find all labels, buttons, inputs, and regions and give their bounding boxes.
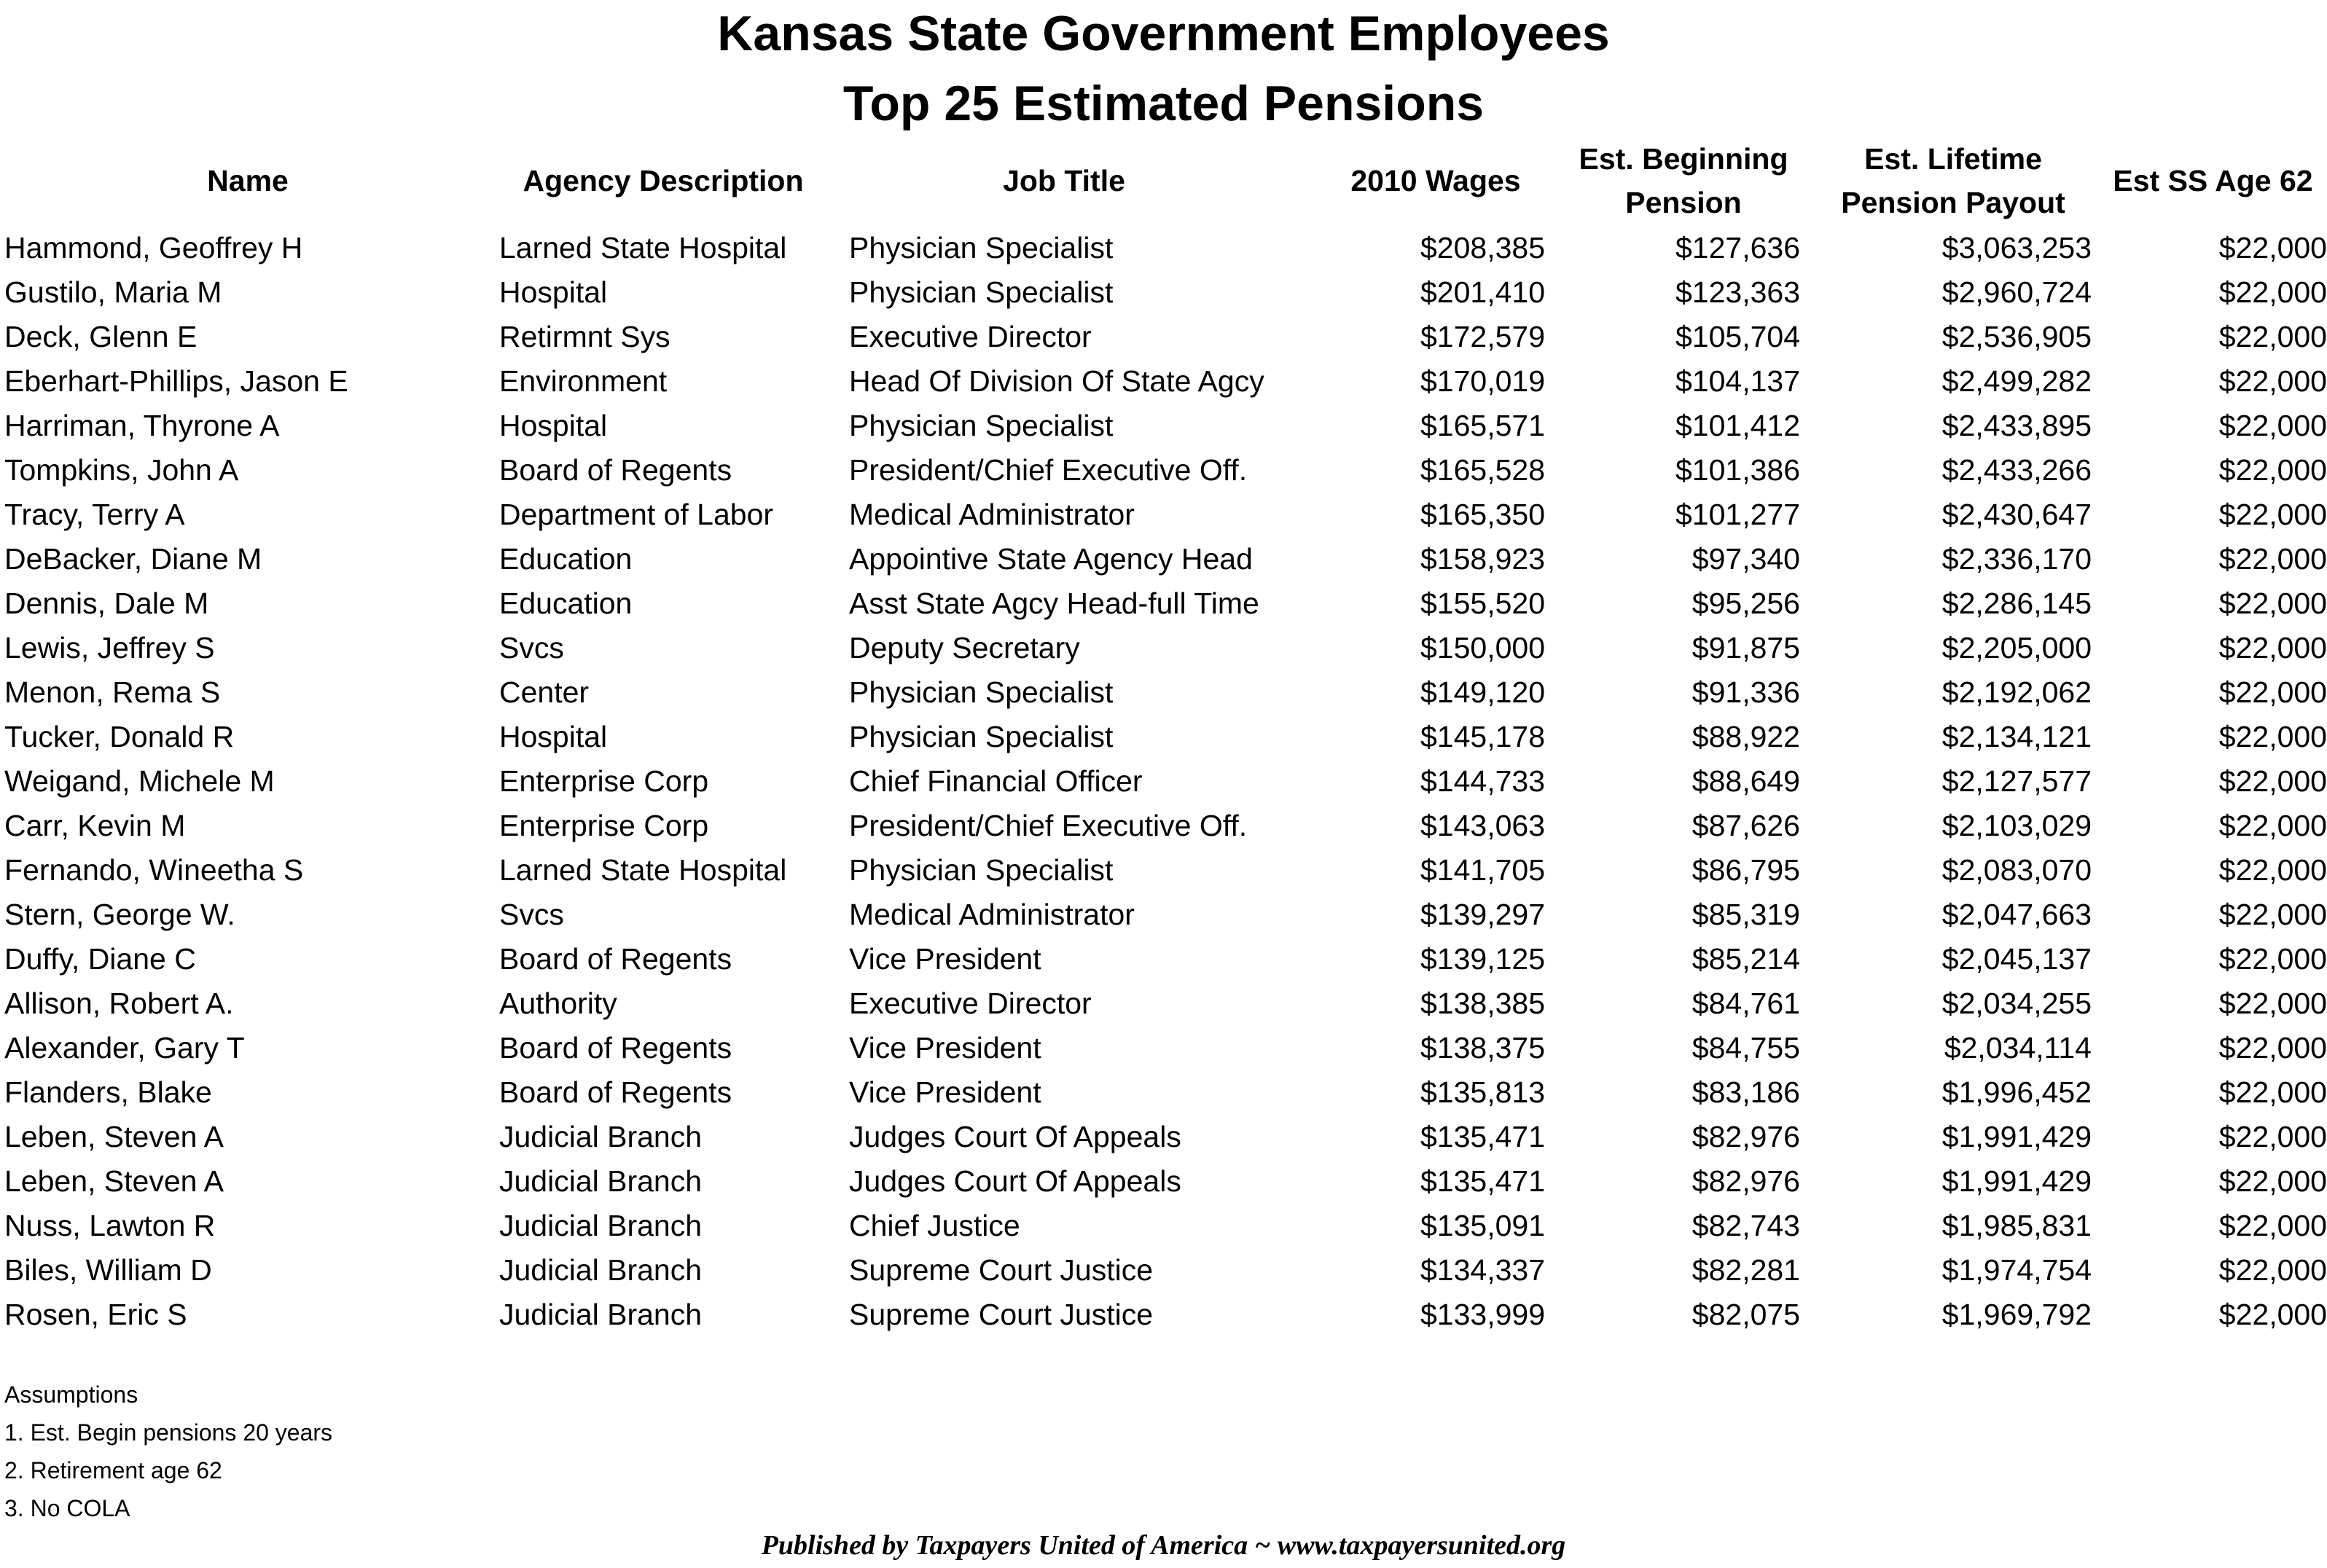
agency-description-cell: Hospital <box>499 409 608 442</box>
job-title-cell: Vice President <box>849 1031 1041 1065</box>
est-beginning-pension-cell: $82,743 <box>1692 1209 1800 1242</box>
wages-2010-cell: $149,120 <box>1420 675 1545 709</box>
column-header-wages <box>1305 159 1567 203</box>
column-header-lifetime-payout <box>1822 137 2084 224</box>
agency-description-cell: Board of Regents <box>499 1075 732 1109</box>
est-ss-age-62-cell: $22,000 <box>2218 498 2327 531</box>
est-ss-age-62-cell: $22,000 <box>2218 942 2327 976</box>
wages-2010-cell: $135,813 <box>1420 1075 1545 1109</box>
est-beginning-pension-cell: $101,412 <box>1675 409 1800 442</box>
est-ss-age-62-cell: $22,000 <box>2218 764 2327 798</box>
table-row <box>0 715 2327 759</box>
page-subtitle: Top 25 Estimated Pensions <box>842 76 1485 131</box>
agency-description-cell: Hospital <box>499 720 608 753</box>
wages-2010-cell: $143,063 <box>1420 809 1545 842</box>
agency-description-cell: Retirmnt Sys <box>499 320 670 353</box>
est-lifetime-payout-cell: $2,336,170 <box>1941 542 2092 576</box>
table-row <box>0 270 2327 315</box>
agency-description-cell: Board of Regents <box>499 453 732 487</box>
wages-2010-cell: $170,019 <box>1420 364 1545 398</box>
employee-name-cell: Leben, Steven A <box>4 1164 224 1198</box>
agency-description-cell: Board of Regents <box>499 1031 732 1065</box>
assumption-item: 2. Retirement age 62 <box>4 1457 222 1483</box>
employee-name-cell: Carr, Kevin M <box>4 809 186 842</box>
assumption-item: 1. Est. Begin pensions 20 years <box>4 1419 333 1446</box>
job-title-cell: Judges Court Of Appeals <box>849 1120 1181 1153</box>
table-row <box>0 670 2327 715</box>
employee-name-cell: Eberhart-Phillips, Jason E <box>4 364 348 398</box>
wages-2010-cell: $134,337 <box>1420 1253 1545 1287</box>
agency-description-cell: Authority <box>499 987 617 1020</box>
wages-2010-cell: $133,999 <box>1420 1298 1545 1331</box>
employee-name-cell: Stern, George W. <box>4 898 235 931</box>
employee-name-cell: Deck, Glenn E <box>4 320 197 353</box>
table-row <box>0 1159 2327 1204</box>
est-beginning-pension-cell: $88,649 <box>1692 764 1800 798</box>
column-header-lifetime-payout-line2: Pension Payout <box>1841 186 2065 219</box>
est-beginning-pension-cell: $104,137 <box>1675 364 1800 398</box>
table-row <box>0 848 2327 893</box>
job-title-cell: Chief Justice <box>849 1209 1020 1242</box>
wages-2010-cell: $138,385 <box>1420 987 1545 1020</box>
est-ss-age-62-cell: $22,000 <box>2218 275 2327 309</box>
est-beginning-pension-cell: $123,363 <box>1675 275 1800 309</box>
est-lifetime-payout-cell: $2,960,724 <box>1941 275 2092 309</box>
est-beginning-pension-cell: $82,976 <box>1692 1120 1800 1153</box>
est-lifetime-payout-cell: $2,430,647 <box>1941 498 2092 531</box>
agency-description-cell: Judicial Branch <box>499 1120 703 1153</box>
est-ss-age-62-cell: $22,000 <box>2218 542 2327 576</box>
est-beginning-pension-cell: $84,761 <box>1692 987 1800 1020</box>
table-row <box>0 893 2327 937</box>
est-lifetime-payout-cell: $2,047,663 <box>1941 898 2092 931</box>
table-row <box>0 804 2327 848</box>
est-lifetime-payout-cell: $2,286,145 <box>1941 587 2092 620</box>
employee-name-cell: Harriman, Thyrone A <box>4 409 280 442</box>
pension-table-body <box>0 226 2327 1337</box>
job-title-cell: Physician Specialist <box>849 675 1114 709</box>
est-beginning-pension-cell: $85,319 <box>1692 898 1800 931</box>
est-lifetime-payout-cell: $2,536,905 <box>1941 320 2092 353</box>
job-title-cell: Vice President <box>849 942 1041 976</box>
job-title-cell: Physician Specialist <box>849 231 1114 264</box>
table-row <box>0 226 2327 270</box>
est-lifetime-payout-cell: $2,134,121 <box>1941 720 2092 753</box>
est-ss-age-62-cell: $22,000 <box>2218 320 2327 353</box>
employee-name-cell: Flanders, Blake <box>4 1075 212 1109</box>
column-header-agency <box>510 159 816 203</box>
wages-2010-cell: $165,350 <box>1420 498 1545 531</box>
wages-2010-cell: $145,178 <box>1420 720 1545 753</box>
employee-name-cell: Allison, Robert A. <box>4 987 234 1020</box>
column-header-ss-age-62 <box>2099 159 2327 203</box>
publisher-footer: Published by Taxpayers United of America ~ www.taxpayersunited.org <box>761 1530 1566 1561</box>
est-lifetime-payout-cell: $2,034,114 <box>1944 1031 2092 1065</box>
employee-name-cell: Dennis, Dale M <box>4 587 209 620</box>
job-title-cell: Executive Director <box>849 320 1092 353</box>
wages-2010-cell: $139,297 <box>1420 898 1545 931</box>
job-title-cell: Physician Specialist <box>849 409 1114 442</box>
agency-description-cell: Larned State Hospital <box>499 853 787 887</box>
table-row <box>0 493 2327 537</box>
job-title-cell: Supreme Court Justice <box>849 1298 1154 1331</box>
table-row <box>0 1115 2327 1159</box>
column-header-begin-pension-line2: Pension <box>1625 186 1742 219</box>
employee-name-cell: Weigand, Michele M <box>4 764 275 798</box>
est-beginning-pension-cell: $83,186 <box>1692 1075 1800 1109</box>
est-lifetime-payout-cell: $2,192,062 <box>1941 675 2092 709</box>
employee-name-cell: Gustilo, Maria M <box>4 275 222 309</box>
est-ss-age-62-cell: $22,000 <box>2218 453 2327 487</box>
wages-2010-cell: $158,923 <box>1420 542 1545 576</box>
column-header-agency-label: Agency Description <box>523 164 804 197</box>
agency-description-cell: Svcs <box>499 631 564 665</box>
est-ss-age-62-cell: $22,000 <box>2218 898 2327 931</box>
employee-name-cell: Rosen, Eric S <box>4 1298 187 1331</box>
employee-name-cell: Alexander, Gary T <box>4 1031 245 1065</box>
est-ss-age-62-cell: $22,000 <box>2218 1209 2327 1242</box>
est-beginning-pension-cell: $101,277 <box>1675 498 1800 531</box>
est-lifetime-payout-cell: $1,991,429 <box>1941 1164 2092 1198</box>
est-beginning-pension-cell: $97,340 <box>1692 542 1800 576</box>
est-beginning-pension-cell: $82,281 <box>1692 1253 1800 1287</box>
est-ss-age-62-cell: $22,000 <box>2218 364 2327 398</box>
wages-2010-cell: $139,125 <box>1420 942 1545 976</box>
est-lifetime-payout-cell: $2,103,029 <box>1941 809 2092 842</box>
column-header-name-label: Name <box>207 164 289 197</box>
assumptions-heading: Assumptions <box>4 1381 138 1408</box>
employee-name-cell: Biles, William D <box>4 1253 212 1287</box>
agency-description-cell: Svcs <box>499 898 564 931</box>
est-beginning-pension-cell: $91,875 <box>1692 631 1800 665</box>
est-lifetime-payout-cell: $2,499,282 <box>1941 364 2092 398</box>
wages-2010-cell: $155,520 <box>1420 587 1545 620</box>
table-row <box>0 759 2327 804</box>
est-ss-age-62-cell: $22,000 <box>2218 631 2327 665</box>
job-title-cell: Physician Specialist <box>849 720 1114 753</box>
agency-description-cell: Judicial Branch <box>499 1164 703 1198</box>
agency-description-cell: Education <box>499 542 633 576</box>
table-row <box>0 359 2327 404</box>
est-beginning-pension-cell: $101,386 <box>1675 453 1800 487</box>
column-header-wages-label: 2010 Wages <box>1350 164 1521 197</box>
job-title-cell: Judges Court Of Appeals <box>849 1164 1181 1198</box>
est-ss-age-62-cell: $22,000 <box>2218 409 2327 442</box>
job-title-cell: Vice President <box>849 1075 1041 1109</box>
employee-name-cell: Nuss, Lawton R <box>4 1209 216 1242</box>
job-title-cell: Executive Director <box>849 987 1092 1020</box>
agency-description-cell: Hospital <box>499 275 608 309</box>
job-title-cell: Physician Specialist <box>849 853 1114 887</box>
job-title-cell: Physician Specialist <box>849 275 1114 309</box>
est-beginning-pension-cell: $127,636 <box>1675 231 1800 264</box>
column-header-ss-age-62-label: Est SS Age 62 <box>2113 164 2313 197</box>
est-ss-age-62-cell: $22,000 <box>2218 1253 2327 1287</box>
est-ss-age-62-cell: $22,000 <box>2218 987 2327 1020</box>
employee-name-cell: DeBacker, Diane M <box>4 542 262 576</box>
table-row <box>0 1293 2327 1337</box>
column-header-begin-pension-line1: Est. Beginning <box>1579 142 1788 176</box>
wages-2010-cell: $144,733 <box>1420 764 1545 798</box>
est-ss-age-62-cell: $22,000 <box>2218 1164 2327 1198</box>
job-title-cell: Medical Administrator <box>849 898 1135 931</box>
employee-name-cell: Tracy, Terry A <box>4 498 185 531</box>
agency-description-cell: Board of Regents <box>499 942 732 976</box>
table-row <box>0 315 2327 359</box>
job-title-cell: Appointive State Agency Head <box>849 542 1253 576</box>
est-lifetime-payout-cell: $2,127,577 <box>1941 764 2092 798</box>
column-header-begin-pension <box>1567 137 1800 224</box>
est-lifetime-payout-cell: $1,969,792 <box>1941 1298 2092 1331</box>
job-title-cell: Deputy Secretary <box>849 631 1080 665</box>
job-title-cell: President/Chief Executive Off. <box>849 809 1248 842</box>
employee-name-cell: Lewis, Jeffrey S <box>4 631 215 665</box>
agency-description-cell: Judicial Branch <box>499 1209 703 1242</box>
page-title: Kansas State Government Employees <box>717 6 1610 61</box>
wages-2010-cell: $135,471 <box>1420 1164 1545 1198</box>
est-ss-age-62-cell: $22,000 <box>2218 809 2327 842</box>
est-lifetime-payout-cell: $3,063,253 <box>1941 231 2092 264</box>
est-beginning-pension-cell: $95,256 <box>1692 587 1800 620</box>
employee-name-cell: Menon, Rema S <box>4 675 221 709</box>
agency-description-cell: Judicial Branch <box>499 1298 703 1331</box>
est-ss-age-62-cell: $22,000 <box>2218 720 2327 753</box>
est-lifetime-payout-cell: $1,985,831 <box>1941 1209 2092 1242</box>
table-row <box>0 981 2327 1026</box>
est-beginning-pension-cell: $87,626 <box>1692 809 1800 842</box>
est-lifetime-payout-cell: $2,205,000 <box>1941 631 2092 665</box>
est-beginning-pension-cell: $86,795 <box>1692 853 1800 887</box>
est-lifetime-payout-cell: $2,045,137 <box>1941 942 2092 976</box>
wages-2010-cell: $201,410 <box>1420 275 1545 309</box>
column-header-name <box>102 159 394 203</box>
table-row <box>0 1204 2327 1248</box>
job-title-cell: President/Chief Executive Off. <box>849 453 1248 487</box>
est-ss-age-62-cell: $22,000 <box>2218 853 2327 887</box>
assumption-item: 3. No COLA <box>4 1495 130 1521</box>
job-title-cell: Supreme Court Justice <box>849 1253 1154 1287</box>
column-header-lifetime-payout-line1: Est. Lifetime <box>1864 142 2042 176</box>
est-lifetime-payout-cell: $1,996,452 <box>1941 1075 2092 1109</box>
employee-name-cell: Tompkins, John A <box>4 453 239 487</box>
agency-description-cell: Environment <box>499 364 668 398</box>
wages-2010-cell: $208,385 <box>1420 231 1545 264</box>
est-ss-age-62-cell: $22,000 <box>2218 1031 2327 1065</box>
employee-name-cell: Tucker, Donald R <box>4 720 235 753</box>
wages-2010-cell: $165,571 <box>1420 409 1545 442</box>
table-row <box>0 581 2327 626</box>
column-header-job-title <box>918 159 1210 203</box>
est-ss-age-62-cell: $22,000 <box>2218 231 2327 264</box>
est-beginning-pension-cell: $84,755 <box>1692 1031 1800 1065</box>
column-header-job-title-label: Job Title <box>1003 164 1125 197</box>
est-ss-age-62-cell: $22,000 <box>2218 1120 2327 1153</box>
est-beginning-pension-cell: $82,976 <box>1692 1164 1800 1198</box>
job-title-cell: Chief Financial Officer <box>849 764 1143 798</box>
agency-description-cell: Center <box>499 675 590 709</box>
wages-2010-cell: $172,579 <box>1420 320 1545 353</box>
est-beginning-pension-cell: $85,214 <box>1692 942 1800 976</box>
wages-2010-cell: $165,528 <box>1420 453 1545 487</box>
job-title-cell: Head Of Division Of State Agcy <box>849 364 1264 398</box>
est-lifetime-payout-cell: $2,433,266 <box>1941 453 2092 487</box>
job-title-cell: Asst State Agcy Head-full Time <box>849 587 1259 620</box>
est-ss-age-62-cell: $22,000 <box>2218 1075 2327 1109</box>
employee-name-cell: Duffy, Diane C <box>4 942 196 976</box>
agency-description-cell: Larned State Hospital <box>499 231 787 264</box>
table-row <box>0 1026 2327 1070</box>
est-beginning-pension-cell: $105,704 <box>1675 320 1800 353</box>
est-ss-age-62-cell: $22,000 <box>2218 587 2327 620</box>
est-lifetime-payout-cell: $2,083,070 <box>1941 853 2092 887</box>
agency-description-cell: Enterprise Corp <box>499 764 709 798</box>
est-beginning-pension-cell: $91,336 <box>1692 675 1800 709</box>
pension-table <box>0 226 2327 1337</box>
job-title-cell: Medical Administrator <box>849 498 1135 531</box>
wages-2010-cell: $138,375 <box>1420 1031 1545 1065</box>
table-row <box>0 626 2327 670</box>
agency-description-cell: Education <box>499 587 633 620</box>
agency-description-cell: Enterprise Corp <box>499 809 709 842</box>
est-ss-age-62-cell: $22,000 <box>2218 1298 2327 1331</box>
wages-2010-cell: $135,091 <box>1420 1209 1545 1242</box>
table-row <box>0 1070 2327 1115</box>
est-ss-age-62-cell: $22,000 <box>2218 675 2327 709</box>
table-row <box>0 937 2327 981</box>
table-row <box>0 537 2327 581</box>
employee-name-cell: Leben, Steven A <box>4 1120 224 1153</box>
wages-2010-cell: $150,000 <box>1420 631 1545 665</box>
wages-2010-cell: $135,471 <box>1420 1120 1545 1153</box>
table-row <box>0 448 2327 493</box>
agency-description-cell: Judicial Branch <box>499 1253 703 1287</box>
est-lifetime-payout-cell: $2,433,895 <box>1941 409 2092 442</box>
est-beginning-pension-cell: $88,922 <box>1692 720 1800 753</box>
est-lifetime-payout-cell: $1,974,754 <box>1941 1253 2092 1287</box>
employee-name-cell: Fernando, Wineetha S <box>4 853 304 887</box>
table-row <box>0 1248 2327 1293</box>
agency-description-cell: Department of Labor <box>499 498 774 531</box>
est-beginning-pension-cell: $82,075 <box>1692 1298 1800 1331</box>
employee-name-cell: Hammond, Geoffrey H <box>4 231 303 264</box>
wages-2010-cell: $141,705 <box>1420 853 1545 887</box>
table-row <box>0 404 2327 448</box>
est-lifetime-payout-cell: $2,034,255 <box>1941 987 2092 1020</box>
est-lifetime-payout-cell: $1,991,429 <box>1941 1120 2092 1153</box>
